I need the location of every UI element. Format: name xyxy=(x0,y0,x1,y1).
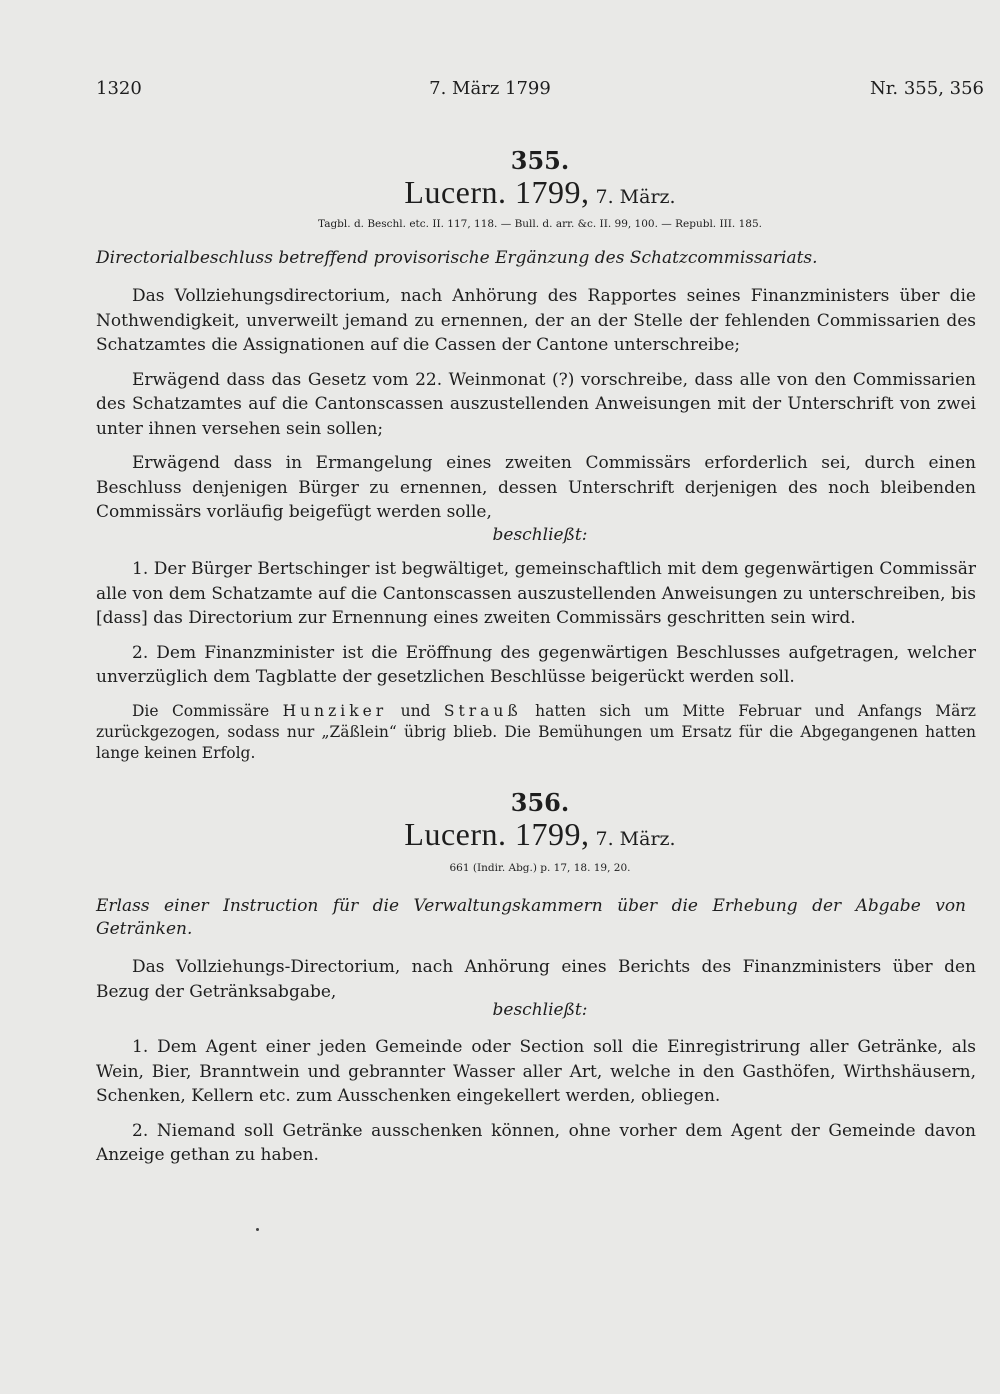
doc-355-paragraph: Erwägend dass das Gesetz vom 22. Weinmonat (?) vorschreibe, dass alle von den Commissarien des Schatzamtes auf die Cantonscassen auszustellenden Anweisungen mit der Unterschrift von zwei unter ihnen versehen sein sollen; xyxy=(96,369,976,439)
doc-356-date: 7. März. xyxy=(595,828,676,850)
doc-356-number: 356. xyxy=(510,788,570,817)
note-text: Die Commissäre xyxy=(132,702,270,720)
doc-356-articles xyxy=(96,1035,976,1168)
doc-356-article-2: 2. Niemand soll Getränke ausschenken können, ohne vorher dem Agent der Gemeinde davon Anzeige gethan zu haben. xyxy=(96,1120,976,1165)
note-text: und xyxy=(400,702,431,720)
note-name-hunziker: Hunziker xyxy=(282,702,388,720)
note-text: hatten sich um Mitte Februar und Anfangs März zurückgezogen, sodass nur „Zäßlein“ übrig blieb. Die Bemühungen um Ersatz für die Abgegangenen hatten lange keinen Erfolg. xyxy=(96,702,976,762)
doc-355-preamble xyxy=(96,284,976,525)
doc-356-article-1: 1. Dem Agent einer jeden Gemeinde oder Section soll die Einregistrirung aller Getränke, als Wein, Bier, Branntwein und gebrannter Wasser aller Art, welche in den Gasthöfen, Wirthshäusern, Schenken, Kellern etc. zum Ausschenken eingekellert werden, obliegen. xyxy=(96,1037,976,1106)
doc-355-title: Directorialbeschluss betreffend provisorische Ergänzung des Schatzcommissariats. xyxy=(96,248,818,268)
header-doc-numbers: Nr. 355, 356 xyxy=(870,78,984,99)
doc-356-place-year: Lucern. 1799, xyxy=(404,816,590,852)
doc-355-date: 7. März. xyxy=(595,186,676,208)
doc-355-place-date xyxy=(0,174,1000,211)
header-date: 7. März 1799 xyxy=(429,78,551,99)
doc-356-sources: 661 (Indir. Abg.) p. 17, 18. 19, 20. xyxy=(449,862,631,874)
note-name-strauss: Strauß xyxy=(443,702,522,720)
print-speck xyxy=(256,1228,259,1231)
doc-356-paragraph: Das Vollziehungs-Directorium, nach Anhörung eines Berichts des Finanzministers über den Bezug der Getränksabgabe, xyxy=(96,957,976,1002)
doc-356-title: Erlass einer Instruction für die Verwaltungskammern über die Erhebung der Abgabe von Getränken. xyxy=(96,896,966,939)
doc-355-articles xyxy=(96,557,976,690)
doc-355-sources: Tagbl. d. Beschl. etc. II. 117, 118. — Bull. d. arr. &c. II. 99, 100. — Republ. III. 185. xyxy=(318,218,762,230)
doc-356-resolves: beschließt: xyxy=(492,1000,588,1020)
doc-355-resolves: beschließt: xyxy=(492,525,588,545)
doc-355-note xyxy=(96,701,976,764)
doc-355-article-1: 1. Der Bürger Bertschinger ist begwältiget, gemeinschaftlich mit dem gegenwärtigen Commissär alle von dem Schatzamte auf die Cantonscassen auszustellenden Anweisungen zu unterschreiben, bis [dass] das Directorium zur Ernennung eines zweiten Commissärs geschritten sein wird. xyxy=(96,559,976,628)
page-number: 1320 xyxy=(96,78,142,99)
doc-355-paragraph: Das Vollziehungsdirectorium, nach Anhörung des Rapportes seines Finanzministers über die Nothwendigkeit, unverweilt jemand zu ernennen, der an der Stelle der fehlenden Commissarien des Schatzamtes die Assignationen auf die Cassen der Cantone unterschreibe; xyxy=(96,286,976,355)
doc-355-paragraph: Erwägend dass in Ermangelung eines zweiten Commissärs erforderlich sei, durch einen Beschluss denjenigen Bürger zu ernennen, dessen Unterschrift derjenigen des noch bleibenden Commissärs vorläufig beigefügt werden solle, xyxy=(96,453,976,522)
doc-355-place-year: Lucern. 1799, xyxy=(404,174,590,210)
doc-356-preamble xyxy=(96,955,976,1004)
doc-355-number: 355. xyxy=(510,146,570,175)
doc-356-place-date xyxy=(0,816,1000,853)
doc-355-article-2: 2. Dem Finanzminister ist die Eröffnung des gegenwärtigen Beschlusses aufgetragen, welcher unverzüglich dem Tagblatte der gesetzlichen Beschlüsse beigerückt werden soll. xyxy=(96,642,976,687)
